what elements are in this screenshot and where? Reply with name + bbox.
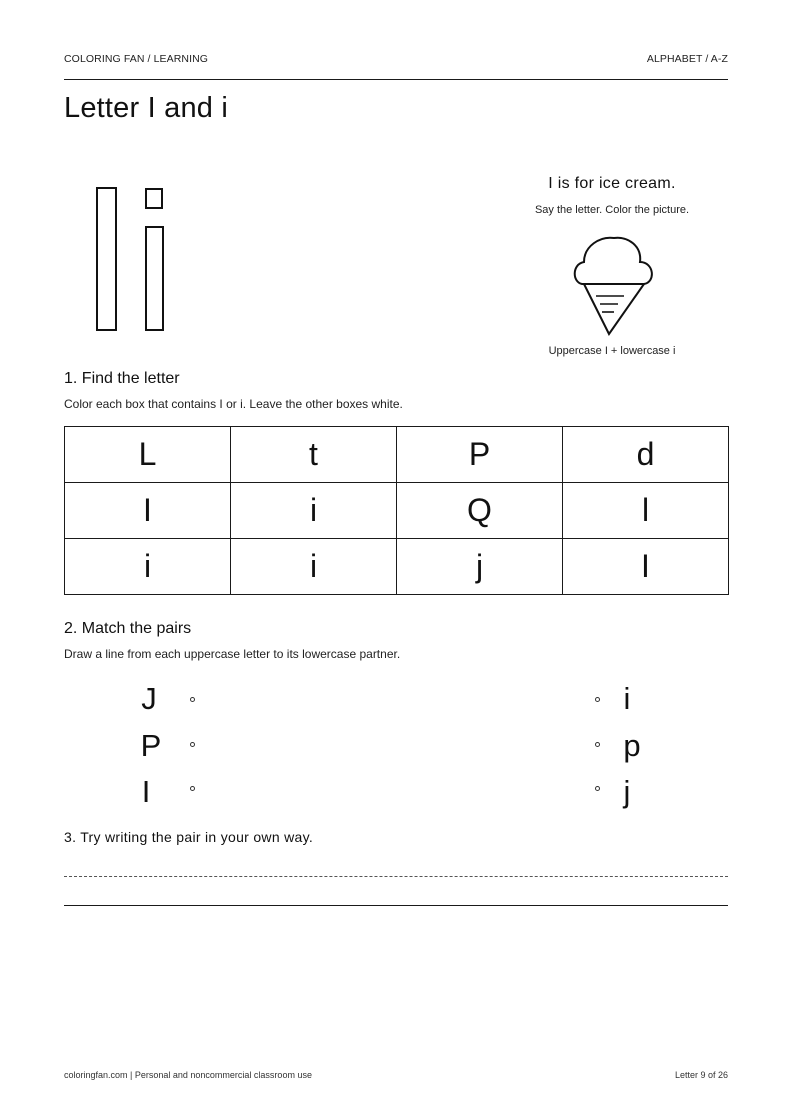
find-letter-grid [64,426,729,595]
grid-cell[interactable]: j [397,539,563,595]
match-left-dot[interactable] [190,697,195,702]
match-right-letter: i [623,681,631,716]
match-right-letter: p [623,728,641,763]
match-right-dot[interactable] [595,697,600,702]
footer-left: coloringfan.com | Personal and noncommercial classroom use [64,1070,312,1080]
grid-row [65,483,729,539]
grid-cell[interactable]: l [563,483,729,539]
find-title: 1. Find the letter [64,370,180,387]
header-right: ALPHABET / A-Z [646,53,728,65]
footer-right: Letter 9 of 26 [674,1070,728,1080]
find-note: Color each box that contains I or i. Leave the other boxes white. [64,397,403,411]
match-left-letter: J [141,681,157,716]
grid-cell[interactable]: i [65,539,231,595]
writing-baseline[interactable] [64,905,728,906]
grid-row [65,427,729,483]
lowercase-i-stem-outline [145,226,164,331]
match-note: Draw a line from each uppercase letter to its lowercase partner. [64,647,401,661]
grid-cell[interactable]: d [563,427,729,483]
match-right-letter: j [623,774,631,809]
match-left-dot[interactable] [190,786,195,791]
match-left-dot[interactable] [190,742,195,747]
match-left-letter: P [140,728,162,763]
ice-cream-icon [570,234,658,338]
uppercase-i-outline [96,187,117,331]
grid-cell[interactable]: i [231,539,397,595]
hero-heading: I is for ice cream. [548,175,676,192]
write-title: 3. Try writing the pair in your own way. [64,829,314,845]
page-title: Letter I and i [64,92,229,124]
hero-instruction: Say the letter. Color the picture. [534,204,690,216]
match-right-dot[interactable] [595,786,600,791]
writing-guide-dashed[interactable] [64,876,728,877]
grid-cell[interactable]: Q [397,483,563,539]
grid-cell[interactable]: I [563,539,729,595]
grid-cell[interactable]: L [65,427,231,483]
match-title: 2. Match the pairs [64,620,192,637]
lowercase-i-dot-outline [145,188,163,209]
header-divider [64,79,728,80]
grid-row [65,539,729,595]
hero-caption: Uppercase I + lowercase i [548,345,676,357]
grid-cell[interactable]: P [397,427,563,483]
grid-cell[interactable]: i [231,483,397,539]
header-left: COLORING FAN / LEARNING [64,53,209,65]
grid-cell[interactable]: t [231,427,397,483]
grid-cell[interactable]: I [65,483,231,539]
match-right-dot[interactable] [595,742,600,747]
match-left-letter: I [141,774,151,809]
